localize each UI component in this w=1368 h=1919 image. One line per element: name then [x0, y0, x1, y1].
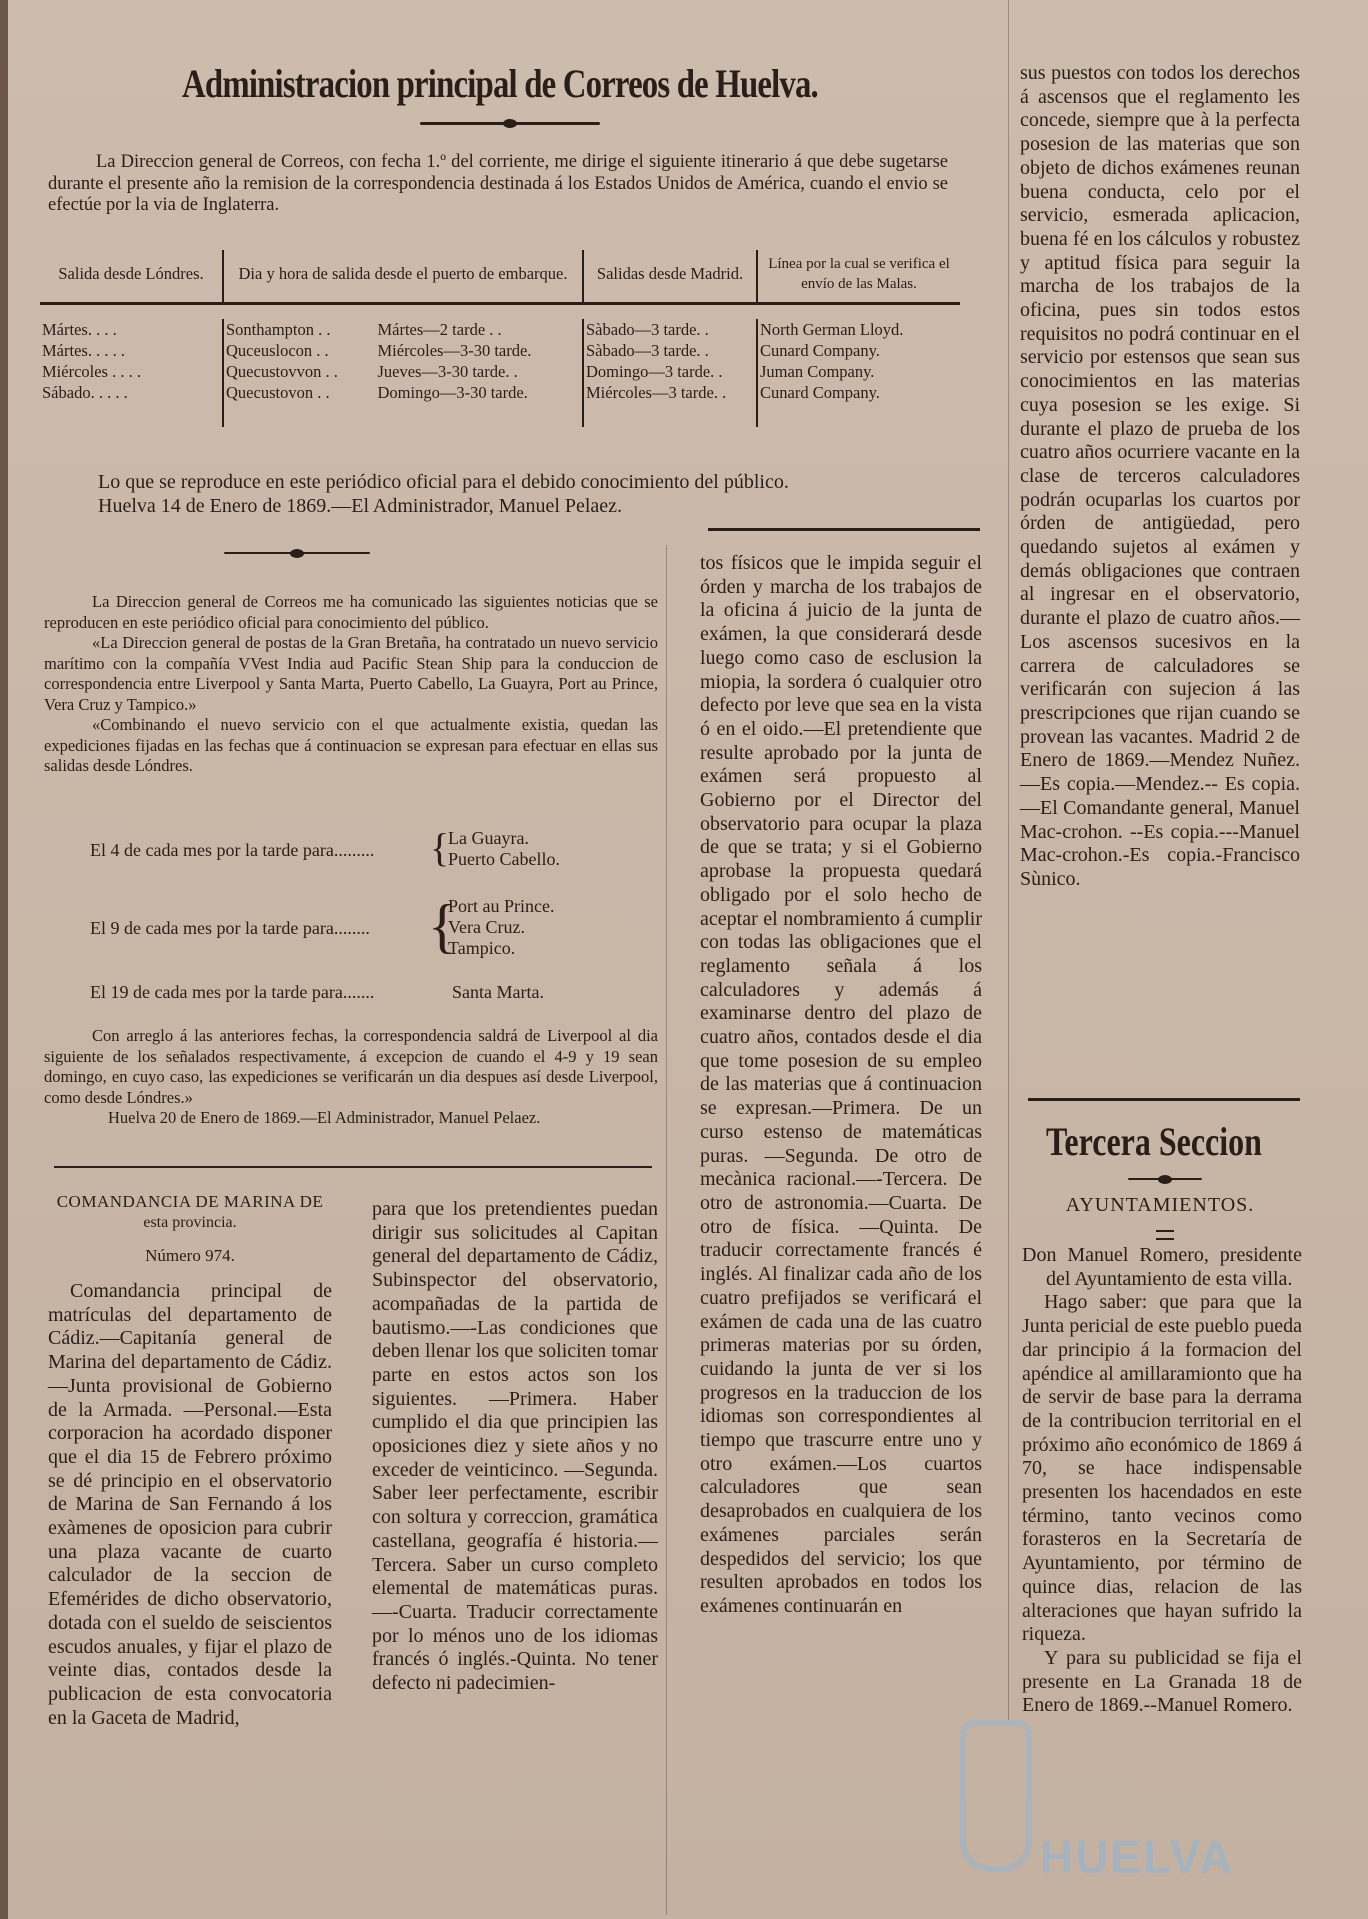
cell-madrid: Sàbado—3 tarde. .	[583, 319, 757, 340]
column-separator	[1008, 0, 1009, 1720]
itinerary-table-wrapper	[40, 250, 960, 427]
brace-icon: {	[430, 825, 450, 870]
watermark-shield-icon	[960, 1720, 1032, 1872]
cell-london: Mártes. . . .	[42, 320, 117, 339]
double-rule-divider	[1156, 1230, 1174, 1240]
destination: Port au Prince.	[448, 896, 555, 916]
cell-port: Quecustovon . .	[223, 382, 375, 403]
notice-1-line-1: Lo que se reproduce en este periódico oficial para el debido conocimiento del público.	[98, 471, 789, 493]
cell-london: Mártes. . . . .	[42, 341, 125, 360]
marina-text-2: para que los pretendientes puedan dirigir sus solicitudes al Capitan general del departamento de Cádiz, Subinspector del observatorio, acompañadas de la partida de bautismo.—-Las condiciones que deben llenar los que soliciten tomar parte en estos actos son los siguientes. —Primera. Haber cumplido el dia que principien las oposiciones diez y siete años y no exceder de veinticinco. —Segunda. Saber leer perfectamente, escribir con soltura y correccion, gramática castellana, geografía é historia.—Tercera. Saber un curso completo elemental de matemáticas puras.—-Cuarta. Traducir correctamente por lo ménos uno de los idiomas francés ó inglés.-Quinta. No tener defecto ni padecimien-	[372, 1198, 658, 1695]
cell-madrid: Domingo—3 tarde. .	[583, 361, 757, 382]
cell-london: Sábado. . . . .	[42, 383, 128, 402]
intro-text: La Direccion general de Correos, con fecha 1.º del corriente, me dirige el siguiente itinerario á que debe sugetarse durante el presente año la remision de la correspondencia destinada á los Estados Unidos de América, cuando el envio se efectúe por la via de Inglaterra.	[48, 152, 948, 215]
ayuntamiento-notice	[1022, 1244, 1302, 1718]
destination: Santa Marta.	[452, 982, 544, 1002]
marina-text-4: sus puestos con todos los derechos á ascensos que el reglamento les concede, siempre que à la perfecta posesion de las materias que son objeto de dichos exámenes reunan buena conducta, celo por el servicio, esmerada aplicacion, buena fé en los cálculos y robustez y aptitud física para seguir la marcha de los trabajos de la oficina, pues sin todos estos requisitos no podrá continuar en el servicio por estensos que sean sus conocimientos en las materias cuya posesion se les exige. Si durante el plazo de prueba de los cuatro años ocurriere vacante en la clase de terceros calculadores podrán ocuparlas los cuartos por órden de antigüedad, pero quedando sujetos al exámen y demás obligaciones que contraen al ingresar en el observatorio, durante el plazo de cuatro años.—Los ascensos sucesivos en la carrera de calculadores se verificarán con sujecion á las prescripciones que rijan cuando se provean las vacantes. Madrid 2 de Enero de 1869.—Mendez Nuñez.—Es copia.—Mendez.-- Es copia.—El Comandante general, Manuel Mac-crohon. --Es copia.---Manuel Mac-crohon.-Es copia.-Francisco Sùnico.	[1020, 62, 1300, 890]
destination: Vera Cruz.	[448, 917, 525, 937]
ornament-divider	[1128, 1178, 1202, 1180]
col-header-london: Salida desde Lóndres.	[40, 250, 223, 304]
cell-line: Juman Company.	[757, 361, 960, 382]
schedule-label: El 4 de cada mes por la tarde para.........	[90, 840, 375, 860]
cell-port-time: Mártes—2 tarde . .	[377, 320, 502, 339]
notice-2-closing	[44, 1026, 658, 1129]
cell-london: Miércoles . . . .	[42, 362, 141, 381]
ayuntamiento-intro: Don Manuel Romero, presidente del Ayuntamiento de esta villa.	[1022, 1244, 1302, 1290]
col-header-line: Línea por la cual se verifica el envío de las Malas.	[757, 250, 960, 304]
col-header-madrid: Salidas desde Madrid.	[583, 250, 757, 304]
table-row	[40, 361, 960, 382]
table-row	[40, 340, 960, 361]
notice-2-p1: La Direccion general de Correos me ha comunicado las siguientes noticias que se reproducen en este periódico oficial para conocimiento del público.	[44, 592, 658, 632]
cell-port: Quecustovvon . .	[223, 361, 375, 382]
notice-1-signature: Huelva 14 de Enero de 1869.—El Administrador, Manuel Pelaez.	[98, 495, 623, 517]
cell-port: Quceuslocon . .	[223, 340, 375, 361]
ornament-divider	[420, 122, 600, 125]
marina-column-3	[700, 552, 982, 1619]
table-row	[40, 382, 960, 403]
column-separator	[666, 545, 667, 1915]
section-title: Tercera Seccion	[1046, 1119, 1262, 1164]
col-header-port: Dia y hora de salida desde el puerto de embarque.	[223, 250, 583, 304]
destination: Tampico.	[448, 938, 516, 958]
cell-line: Cunard Company.	[757, 382, 960, 403]
cell-port: Sonthampton . .	[223, 319, 375, 340]
section-rule	[54, 1166, 652, 1168]
ayuntamiento-p1: Hago saber: que para que la Junta pericial de este pueblo pueda dar principio á la formacion del apéndice al amillaramionto que ha de servir de base para la derrama de la contribucion territorial en el próximo año económico de 1869 á 70, se hace indispensable presenten los hacendados en este término, tanto vecinos como forasteros en la Secretaría de Ayuntamiento, por término de quince dias, relacion de las alteraciones que hayan sufrido la riqueza.	[1022, 1291, 1302, 1646]
notice-2-p2: «La Direccion general de postas de la Gran Bretaña, ha contratado un nuevo servicio marítimo con la compañía VVest India aud Pacific Stean Ship para la conduccion de correspondencia entre Liverpool y Santa Marta, Puerto Cabello, La Guayra, Port au Prince, Vera Cruz y Tampico.»	[44, 633, 658, 714]
schedule-label: El 19 de cada mes por la tarde para.......	[90, 982, 375, 1002]
marina-heading: COMANDANCIA DE MARINA DE	[56, 1192, 324, 1211]
notice-2	[44, 592, 658, 777]
marina-heading-block	[44, 1192, 336, 1266]
schedule-label: El 9 de cada mes por la tarde para........	[90, 918, 370, 938]
notice-2-p4: Con arreglo á las anteriores fechas, la correspondencia saldrá de Liverpool al dia siguiente de los señalados respectivamente, á excepcion de cuando el 4-9 y 19 sean domingo, en cuyo caso, las expediciones se verificarán un dia despues así desde Liverpool, como desde Lóndres.»	[44, 1026, 658, 1107]
marina-subheading: esta provincia.	[143, 1214, 237, 1231]
page-title: Administracion principal de Correos de Huelva.	[182, 61, 818, 106]
notice-2-signature: Huelva 20 de Enero de 1869.—El Administrador, Manuel Pelaez.	[108, 1108, 541, 1127]
cell-line: North German Lloyd.	[757, 319, 960, 340]
destination: Puerto Cabello.	[448, 849, 560, 869]
destination: La Guayra.	[448, 828, 529, 848]
ornament-divider	[224, 552, 370, 554]
watermark-text: HUELVA	[1040, 1831, 1235, 1883]
marina-column-1	[48, 1280, 332, 1730]
brace-icon: {	[428, 893, 457, 959]
notice-2-p3: «Combinando el nuevo servicio con el que actualmente existia, quedan las expediciones fijadas en las fechas que á continuacion se expresan para efectuar en ellas sus salidas desde Lóndres.	[44, 715, 658, 775]
marina-text-3: tos físicos que le impida seguir el órden y marcha de los trabajos de la oficina á juicio de la junta de exámen, la que considerará desde luego como caso de esclusion la miopia, la sordera ó cualquier otro defecto por leve que sea en la vista ó en el oido.—El pretendiente que resulte aprobado por la junta de exámen será propuesto al Gobierno por el Director del observatorio para ocupar la plaza de que se trata; y si el Gobierno aprobase la propuesta quedará obligado por el solo hecho de aceptar el nombramiento á cumplir con todas las obligaciones que el reglamento señala á los calculadores y además á examinarse dentro del plazo de cuatro años, contados desde el dia que tome posesion de su empleo de las materias que á continuacion se expresan.—Primera. De un curso estenso de matemáticas puras. —Segunda. De otro de mecànica racional.—-Tercera. De otro de astronomia.—Cuarta. De otro de física. —Quinta. De traducir correctamente francés é inglés. Al finalizar cada año de los cuatro prefijados se verificará el exámen de cada una de las cuatro primeras materias por su órden, cuidando la junta de ver si los progresos en la traduccion de los idiomas son correspondientes al tiempo que trascurre entre uno y otro exámen.—Los cuartos calculadores que sean desaprobados en cualquiera de los exámenes parciales serán despedidos del servicio; los que resulten aprobados en todos los exámenes continuarán en	[700, 552, 982, 1617]
cell-port-time: Domingo—3-30 tarde.	[377, 383, 528, 402]
cell-madrid: Miércoles—3 tarde. .	[583, 382, 757, 403]
notice-1	[98, 470, 978, 518]
cell-port-time: Jueves—3-30 tarde. .	[377, 362, 518, 381]
intro-paragraph	[48, 152, 948, 217]
cell-line: Cunard Company.	[757, 340, 960, 361]
section-rule	[1028, 1098, 1300, 1101]
scan-edge	[0, 0, 8, 1919]
marina-text-1: Comandancia principal de matrículas del departamento de Cádiz.—Capitanía general de Marina del departamento de Cádiz.—Junta provisional de Gobierno de la Armada. —Personal.—Esta corporacion ha acordado disponer que el dia 15 de Febrero próximo se dé principio en el observatorio de Marina de San Fernando á los exàmenes de oposicion para cubrir una plaza vacante de cuarto calculador de la seccion de Efemérides de dicho observatorio, dotada con el sueldo de seiscientos escudos anuales, y fijar el plazo de veinte dias, contados desde la publicacion de esta convocatoria en la Gaceta de Madrid,	[48, 1280, 332, 1729]
table-row	[40, 319, 960, 340]
itinerary-table	[40, 250, 960, 427]
marina-column-2	[372, 1198, 658, 1696]
ayuntamiento-p2: Y para su publicidad se fija el presente en La Granada 18 de Enero de 1869.--Manuel Romero.	[1022, 1646, 1302, 1717]
section-rule	[708, 528, 980, 531]
cell-port-time: Miércoles—3-30 tarde.	[377, 341, 532, 360]
cell-madrid: Sàbado—3 tarde. .	[583, 340, 757, 361]
marina-number: Número 974.	[145, 1246, 235, 1265]
section-subtitle: AYUNTAMIENTOS.	[1065, 1194, 1255, 1216]
marina-column-4	[1020, 62, 1300, 892]
